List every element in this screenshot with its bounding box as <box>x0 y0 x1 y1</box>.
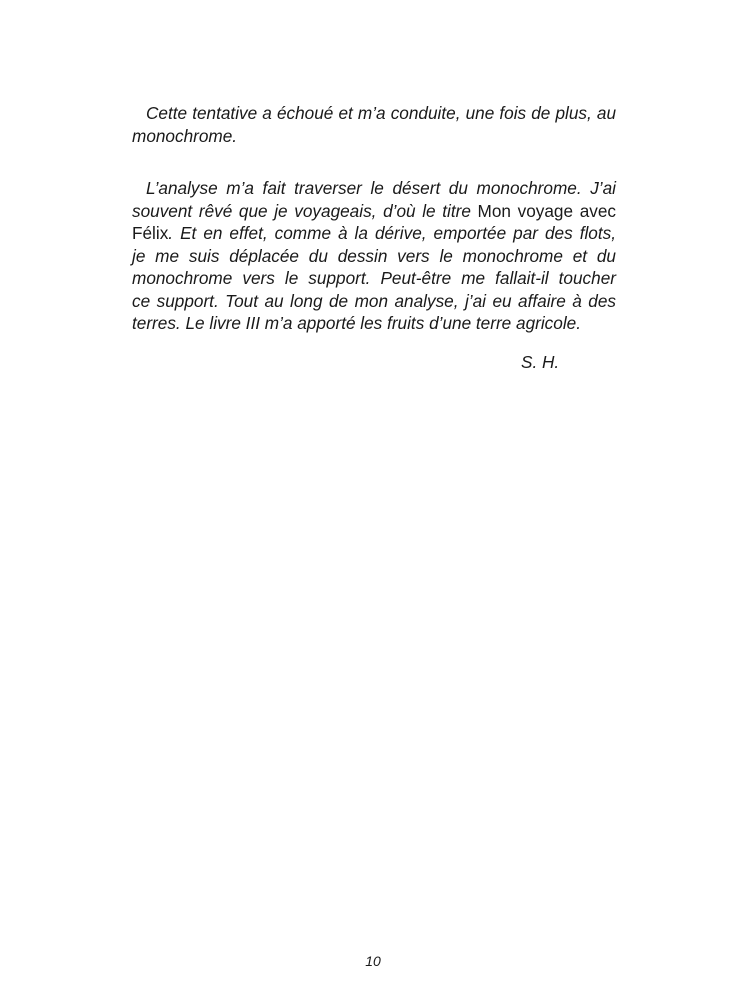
paragraph-2-line-1: L’analyse m’a fait traverser le désert du monochrome. J’ai <box>146 178 616 198</box>
signature: S. H. <box>521 352 560 372</box>
paragraph-2-line-7: terres. Le livre III m’a apporté les fruits d’une terre agricole. <box>132 313 581 333</box>
paragraph-2-line-5: monochrome vers le support. Peut-être me fallait-il toucher <box>132 268 616 288</box>
page-number: 10 <box>365 953 381 969</box>
paragraph-2-line-3 <box>132 222 616 245</box>
book-title-part-2: Félix <box>132 223 169 243</box>
paragraph-1 <box>132 102 616 147</box>
paragraph-2 <box>132 177 616 335</box>
paragraph-2-line-3-text: . Et en effet, comme à la dérive, emportée par des flots, <box>168 223 616 243</box>
paragraph-1-line-1: Cette tentative a échoué et m’a conduite, une fois de plus, au <box>146 103 616 123</box>
paragraph-2-line-2 <box>132 200 616 223</box>
paragraph-2-line-4: je me suis déplacée du dessin vers le monochrome et du <box>132 245 616 266</box>
paragraph-2-line-6: ce support. Tout au long de mon analyse, j’ai eu affaire à des <box>132 290 616 311</box>
paragraph-1-line-2: monochrome. <box>132 125 238 146</box>
paragraph-2-line-2-text: souvent rêvé que je voyageais, d’où le titre <box>132 200 478 221</box>
book-title-part-1: Mon voyage avec <box>477 200 616 221</box>
